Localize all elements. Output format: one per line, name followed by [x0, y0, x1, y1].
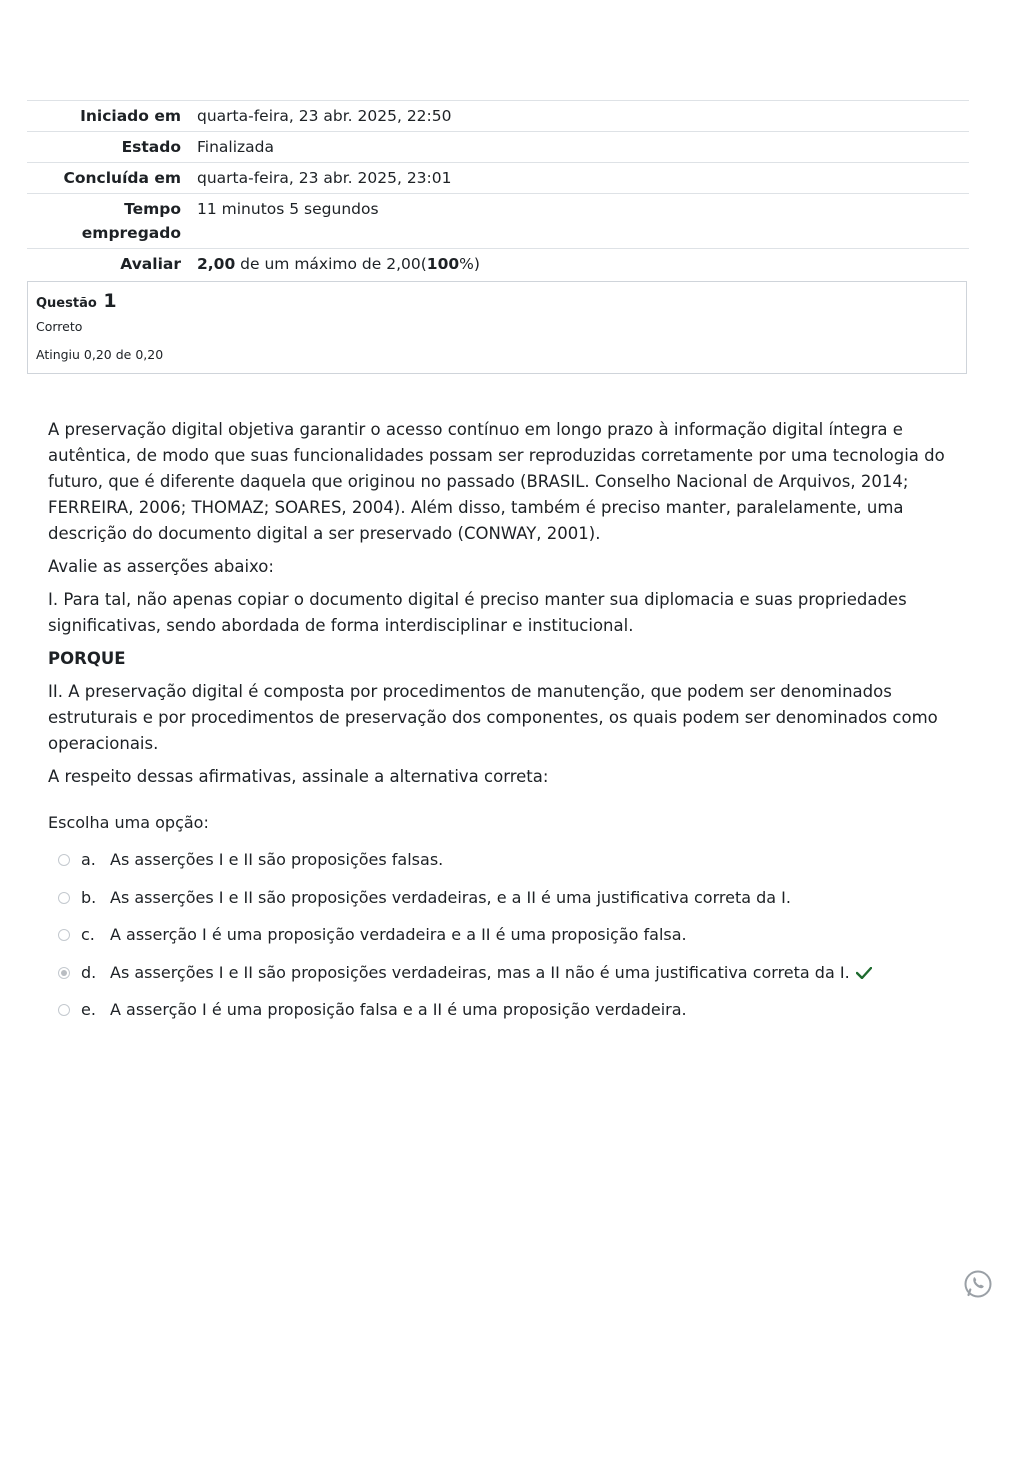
- grade-end: %): [459, 255, 480, 273]
- summary-row-state: [27, 132, 969, 163]
- state-label: Estado: [121, 138, 181, 156]
- question-paragraph: II. A preservação digital é composta por procedimentos de manutenção, que podem ser denominados estruturais e por procedimentos de preservação dos componentes, os quais podem ser denominados como operacionais.: [48, 682, 938, 753]
- attempt-summary-table: [27, 100, 969, 279]
- question-paragraph: A respeito dessas afirmativas, assinale a alternativa correta:: [48, 767, 549, 786]
- radio-button-selected[interactable]: [58, 967, 70, 979]
- summary-row-grade: [27, 249, 969, 280]
- radio-button[interactable]: [58, 1004, 70, 1016]
- option-letter: c.: [81, 925, 95, 944]
- radio-button[interactable]: [58, 929, 70, 941]
- option-letter: a.: [81, 850, 96, 869]
- option-letter: d.: [81, 962, 97, 982]
- completed-label: Concluída em: [63, 169, 181, 187]
- summary-row-completed: [27, 163, 969, 194]
- correct-check-icon: [856, 964, 872, 983]
- summary-row-time: [27, 194, 969, 249]
- answer-option-e[interactable]: [56, 996, 976, 1034]
- state-value: Finalizada: [197, 138, 275, 156]
- question-info-box: [27, 281, 967, 374]
- question-label: Questão: [36, 296, 97, 311]
- grade-value: [197, 249, 969, 280]
- question-grade: Atingiu 0,20 de 0,20: [36, 347, 164, 362]
- question-number: [36, 290, 117, 312]
- grade-percent: 100: [426, 255, 460, 273]
- time-value: 11 minutos 5 segundos: [197, 200, 379, 218]
- time-label: Tempo empregado: [81, 200, 181, 242]
- option-text: A asserção I é uma proposição verdadeira e a II é uma proposição falsa.: [110, 925, 687, 944]
- option-text: A asserção I é uma proposição falsa e a II é uma proposição verdadeira.: [110, 1000, 687, 1019]
- question-paragraph: Avalie as asserções abaixo:: [48, 557, 274, 576]
- option-letter: e.: [81, 1000, 96, 1019]
- answer-option-b[interactable]: [56, 884, 976, 922]
- question-state: Correto: [36, 319, 83, 334]
- question-paragraph: I. Para tal, não apenas copiar o documento digital é preciso manter sua diplomacia e suas propriedades significativas, sendo abordada de forma interdisciplinar e institucional.: [48, 590, 907, 635]
- question-paragraph: A preservação digital objetiva garantir o acesso contínuo em longo prazo à informação digital íntegra e autêntica, de modo que suas funcionalidades possam ser reproduzidas corretamente por uma tecnologia do futuro, que é diferente daquela que originou no passado (BRASIL. Conselho Nacional de Arquivos, 2014; FERREIRA, 2006; THOMAZ; SOARES, 2004). Além disso, também é preciso manter, paralelamente, uma descrição do documento digital a ser preservado (CONWAY, 2001).: [48, 420, 945, 543]
- question-number-value: 1: [103, 290, 117, 312]
- answer-option-d[interactable]: [56, 959, 976, 997]
- answer-options: [56, 846, 976, 1034]
- started-label: Iniciado em: [80, 107, 181, 125]
- answer-option-a[interactable]: [56, 846, 976, 884]
- answer-option-c[interactable]: [56, 921, 976, 959]
- option-text-container: [110, 963, 872, 983]
- summary-row-started: [27, 101, 969, 132]
- whatsapp-icon[interactable]: [962, 1268, 994, 1300]
- option-text: As asserções I e II são proposições falsas.: [110, 850, 444, 869]
- option-text: As asserções I e II são proposições verdadeiras, mas a II não é uma justificativa correta da I.: [110, 962, 850, 982]
- question-paragraph: PORQUE: [48, 649, 126, 668]
- completed-value: quarta-feira, 23 abr. 2025, 23:01: [197, 169, 452, 187]
- grade-score: 2,00: [197, 255, 236, 273]
- answer-prompt: Escolha uma opção:: [48, 813, 209, 832]
- grade-middle: de um máximo de 2,00(: [235, 255, 427, 273]
- radio-button[interactable]: [58, 854, 70, 866]
- grade-label: Avaliar: [120, 255, 181, 273]
- started-value: quarta-feira, 23 abr. 2025, 22:50: [197, 107, 452, 125]
- question-text: [48, 417, 948, 797]
- option-text: As asserções I e II são proposições verdadeiras, e a II é uma justificativa correta da I.: [110, 887, 791, 907]
- option-letter: b.: [81, 887, 97, 907]
- radio-button[interactable]: [58, 892, 70, 904]
